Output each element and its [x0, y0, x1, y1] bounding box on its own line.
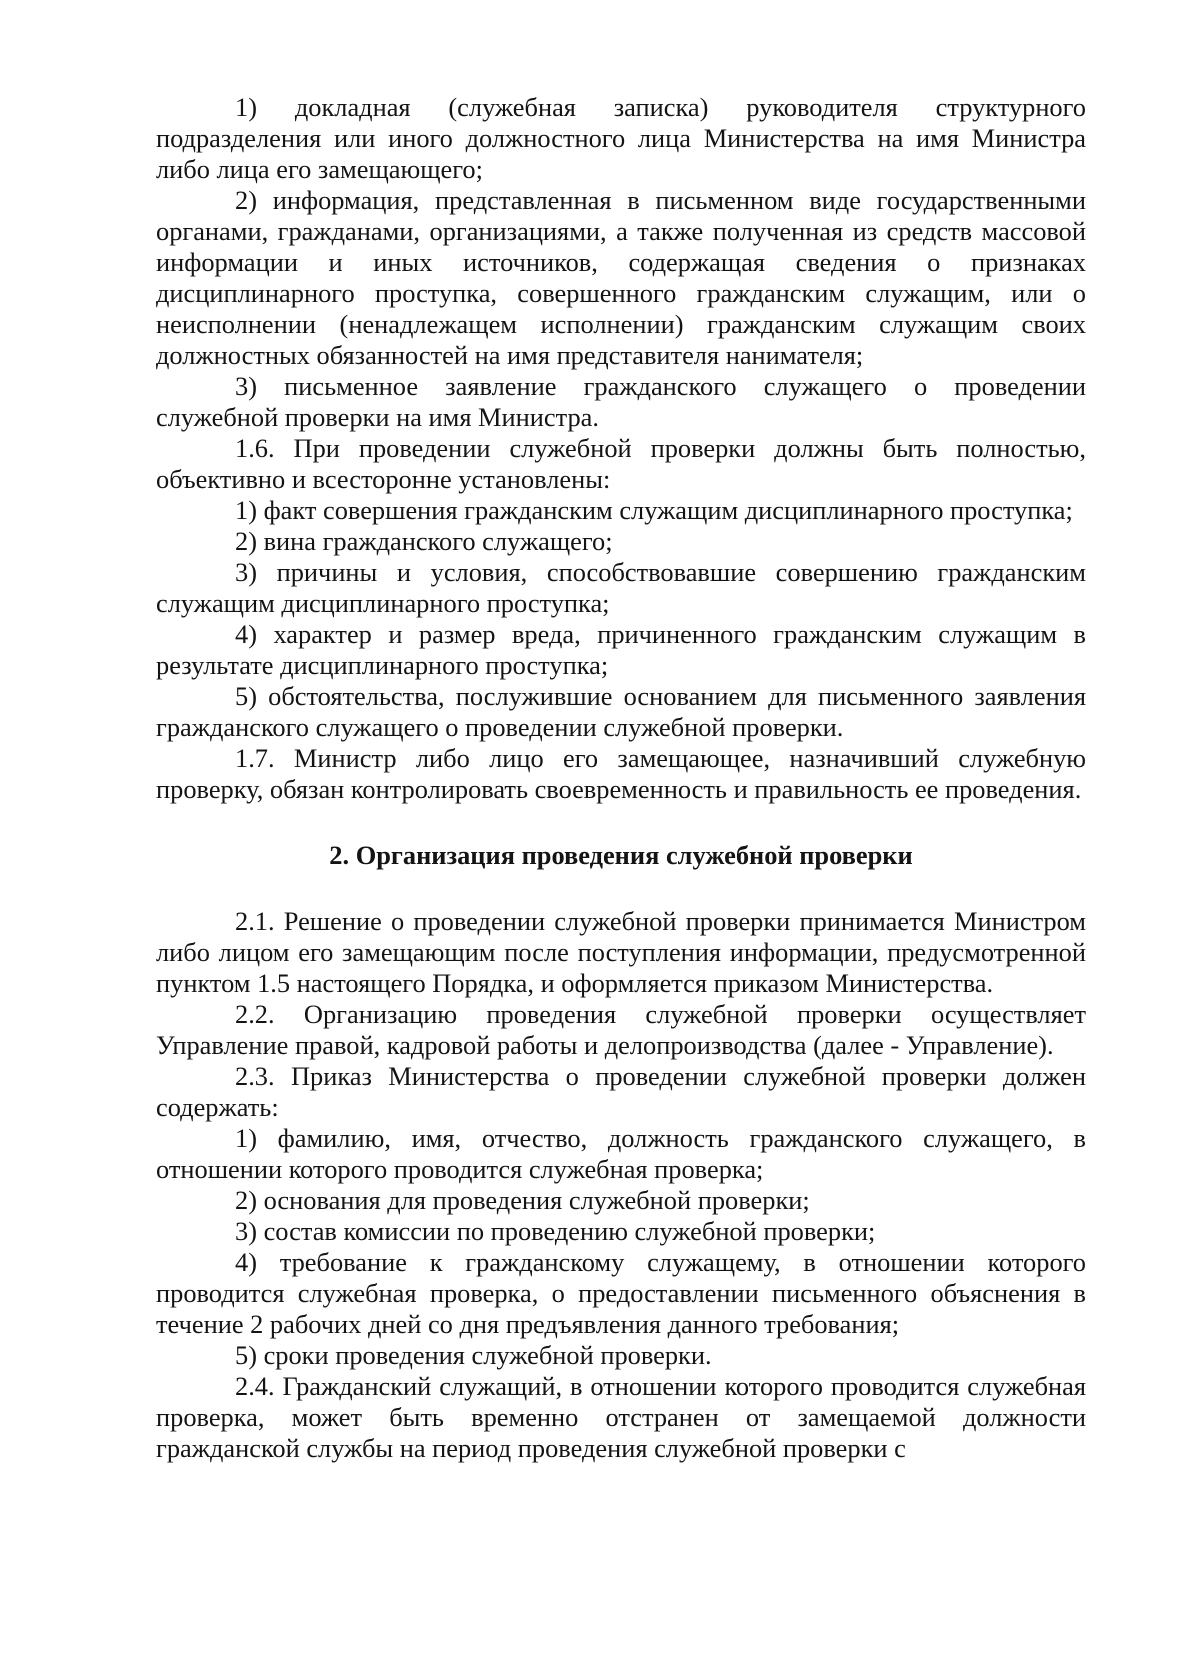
paragraph-2-3-item-5: 5) сроки проведения служебной проверки.: [235, 1340, 712, 1370]
paragraph-2-2: 2.2. Организацию проведения служебной проверки осуществляет Управление правой, кадровой работы и делопроизводства (далее - Управление).: [156, 999, 1086, 1060]
paragraph-1-6: 1.6. При проведении служебной проверки должны быть полностью, объективно и всесторонне установлены:: [156, 433, 1086, 494]
paragraph-2-3: 2.3. Приказ Министерства о проведении служебной проверки должен содержать:: [156, 1061, 1086, 1122]
paragraph-1-6-item-2: 2) вина гражданского служащего;: [235, 526, 613, 556]
paragraph-2-4: 2.4. Гражданский служащий, в отношении которого проводится служебная проверка, может быть временно отстранен от замещаемой должности гражданской службы на период проведения служебной проверки с: [156, 1371, 1086, 1463]
paragraph-1-6-item-5: 5) обстоятельства, послужившие основанием для письменного заявления гражданского служащего о проведении служебной проверки.: [156, 681, 1086, 742]
paragraph-item-3-statement: 3) письменное заявление гражданского служащего о проведении служебной проверки на имя Министра.: [156, 371, 1086, 432]
paragraph-2-3-item-2: 2) основания для проведения служебной проверки;: [235, 1185, 810, 1215]
paragraph-2-3-item-4: 4) требование к гражданскому служащему, в отношении которого проводится служебная проверка, о предоставлении письменного объяснения в течение 2 рабочих дней со дня предъявления данного требования;: [156, 1247, 1086, 1339]
paragraph-1-7: 1.7. Министр либо лицо его замещающее, назначивший служебную проверку, обязан контролировать своевременность и правильность ее проведения.: [156, 743, 1086, 804]
paragraph-2-3-item-1: 1) фамилию, имя, отчество, должность гражданского служащего, в отношении которого проводится служебная проверка;: [156, 1123, 1086, 1184]
paragraph-2-1: 2.1. Решение о проведении служебной проверки принимается Министром либо лицом его замещающим после поступления информации, предусмотренной пунктом 1.5 настоящего Порядка, и оформляется приказом Министерства.: [156, 906, 1086, 998]
paragraph-2-3-item-3: 3) состав комиссии по проведению служебной проверки;: [235, 1216, 876, 1246]
paragraph-item-2-information: 2) информация, представленная в письменном виде государственными органами, гражданами, организациями, а также полученная из средств массовой информации и иных источников, содержащая сведения о признаках дисциплинарного проступка, совершенного гражданским служащим, или о неисполнении (ненадлежащем исполнении) гражданским служащим своих должностных обязанностей на имя представителя нанимателя;: [156, 185, 1086, 370]
paragraph-1-6-item-3: 3) причины и условия, способствовавшие совершению гражданским служащим дисциплинарного проступка;: [156, 557, 1086, 618]
paragraph-item-1-memo: 1) докладная (служебная записка) руководителя структурного подразделения или иного должностного лица Министерства на имя Министра либо лица его замещающего;: [156, 92, 1086, 184]
paragraph-1-6-item-1: 1) факт совершения гражданским служащим дисциплинарного проступка;: [235, 495, 1073, 525]
document-body: [156, 92, 1086, 1464]
section-heading: 2. Организация проведения служебной проверки: [329, 840, 913, 870]
paragraph-1-6-item-4: 4) характер и размер вреда, причиненного гражданским служащим в результате дисциплинарного проступка;: [156, 619, 1086, 680]
